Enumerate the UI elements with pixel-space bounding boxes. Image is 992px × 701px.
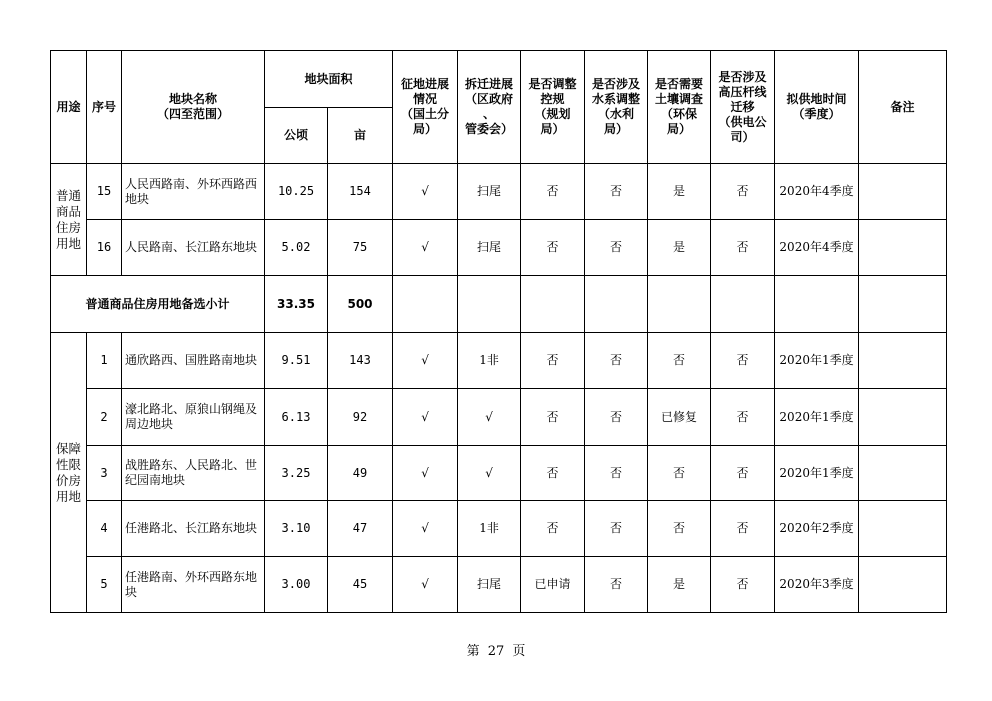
- cell-power: 否: [711, 333, 775, 389]
- cell-planning: 否: [521, 501, 585, 557]
- subtotal-empty-cell: [775, 276, 859, 333]
- cell-mu: 49: [328, 446, 393, 501]
- subtotal-empty-cell: [393, 276, 458, 333]
- cell-land-acq: √: [393, 557, 458, 613]
- table-body: [51, 51, 947, 613]
- cell-hectare: 5.02: [265, 220, 328, 276]
- subtotal-label: 普通商品住房用地备选小计: [51, 276, 265, 333]
- cell-supply-time: 2020年1季度: [775, 389, 859, 446]
- cell-water: 否: [585, 557, 648, 613]
- cell-hectare: 9.51: [265, 333, 328, 389]
- cell-land-name: 任港路北、长江路东地块: [122, 501, 265, 557]
- header-soil: [648, 51, 711, 164]
- header-seq: 序号: [87, 51, 122, 164]
- cell-hectare: 3.00: [265, 557, 328, 613]
- cell-planning: 否: [521, 220, 585, 276]
- cell-soil: 是: [648, 557, 711, 613]
- cell-land-acq: √: [393, 501, 458, 557]
- cell-power: 否: [711, 164, 775, 220]
- cell-soil: 是: [648, 220, 711, 276]
- subtotal-empty-cell: [521, 276, 585, 333]
- cell-land-name: 人民路南、长江路东地块: [122, 220, 265, 276]
- cell-demolition: 1非: [458, 333, 521, 389]
- cell-seq: 3: [87, 446, 122, 501]
- cell-seq: 2: [87, 389, 122, 446]
- header-planning-l3: （规划: [534, 107, 571, 121]
- footer-suffix: 页: [512, 644, 526, 659]
- header-demolition-l1: 拆迁进展: [465, 77, 514, 91]
- cell-hectare: 3.10: [265, 501, 328, 557]
- header-demolition: [458, 51, 521, 164]
- cell-planning: 已申请: [521, 557, 585, 613]
- cell-planning: 否: [521, 333, 585, 389]
- table-row: [51, 446, 947, 501]
- cell-soil: 否: [648, 333, 711, 389]
- subtotal-hectare: 33.35: [265, 276, 328, 333]
- header-power: [711, 51, 775, 164]
- cell-land-name: 通欣路西、国胜路南地块: [122, 333, 265, 389]
- header-land-acq-l3: （国土分: [401, 107, 450, 121]
- cell-supply-time: 2020年1季度: [775, 446, 859, 501]
- header-soil-l2: 土壤调查: [655, 92, 704, 106]
- header-supply-time-l1: 拟供地时间: [786, 92, 847, 106]
- cell-water: 否: [585, 501, 648, 557]
- cell-mu: 47: [328, 501, 393, 557]
- cell-supply-time: 2020年1季度: [775, 333, 859, 389]
- cell-land-acq: √: [393, 333, 458, 389]
- cell-remark: [859, 333, 947, 389]
- cell-soil: 是: [648, 164, 711, 220]
- header-land-acq-l2: 情况: [413, 92, 438, 106]
- header-soil-l1: 是否需要: [655, 77, 704, 91]
- cell-mu: 154: [328, 164, 393, 220]
- page-footer: [0, 640, 992, 659]
- cell-power: 否: [711, 446, 775, 501]
- cell-supply-time: 2020年4季度: [775, 164, 859, 220]
- subtotal-row: [51, 276, 947, 333]
- header-use: 用途: [51, 51, 87, 164]
- header-name-line1: 地块名称: [168, 92, 217, 106]
- header-power-l4: （供电公: [718, 114, 767, 129]
- header-water-l3: （水利: [598, 107, 635, 121]
- cell-soil: 否: [648, 446, 711, 501]
- cell-soil: 否: [648, 501, 711, 557]
- header-water-l2: 水系调整: [592, 92, 641, 106]
- header-remark: 备注: [859, 51, 947, 164]
- table-row: [51, 501, 947, 557]
- cell-demolition: 扫尾: [458, 220, 521, 276]
- cell-water: 否: [585, 164, 648, 220]
- header-planning: [521, 51, 585, 164]
- cell-power: 否: [711, 501, 775, 557]
- use-category-cell: 普通商品住房用地: [51, 164, 87, 276]
- cell-planning: 否: [521, 446, 585, 501]
- header-mu: 亩: [328, 108, 393, 164]
- cell-hectare: 10.25: [265, 164, 328, 220]
- header-supply-time-l2: （季度）: [792, 107, 841, 121]
- header-area: 地块面积: [265, 51, 393, 108]
- header-water-l1: 是否涉及: [592, 77, 641, 91]
- header-hectare: 公顷: [265, 108, 328, 164]
- cell-land-acq: √: [393, 220, 458, 276]
- cell-water: 否: [585, 389, 648, 446]
- footer-prefix: 第: [466, 644, 480, 659]
- subtotal-mu: 500: [328, 276, 393, 333]
- use-category-cell: 保障性限价房用地: [51, 333, 87, 613]
- table-row: [51, 333, 947, 389]
- cell-seq: 16: [87, 220, 122, 276]
- table-row: [51, 557, 947, 613]
- header-soil-l3: （环保: [661, 107, 698, 121]
- cell-demolition: √: [458, 389, 521, 446]
- subtotal-empty-cell: [711, 276, 775, 333]
- cell-land-acq: √: [393, 446, 458, 501]
- header-demolition-l2: （区政府: [465, 92, 514, 106]
- header-demolition-l4: 管委会）: [465, 122, 514, 136]
- cell-land-acq: √: [393, 164, 458, 220]
- cell-mu: 75: [328, 220, 393, 276]
- header-power-l1: 是否涉及: [718, 69, 767, 84]
- table-row: [51, 389, 947, 446]
- cell-land-name: 濠北路北、原狼山钢绳及周边地块: [122, 389, 265, 446]
- cell-mu: 92: [328, 389, 393, 446]
- cell-power: 否: [711, 557, 775, 613]
- cell-water: 否: [585, 220, 648, 276]
- table-row: [51, 164, 947, 220]
- header-power-l5: 司）: [730, 129, 755, 144]
- cell-supply-time: 2020年2季度: [775, 501, 859, 557]
- header-water: [585, 51, 648, 164]
- cell-hectare: 3.25: [265, 446, 328, 501]
- page-number: 27: [487, 644, 505, 659]
- header-name-line2: （四至范围）: [156, 107, 229, 121]
- cell-power: 否: [711, 220, 775, 276]
- cell-supply-time: 2020年4季度: [775, 220, 859, 276]
- cell-demolition: √: [458, 446, 521, 501]
- header-water-l4: 局）: [604, 122, 629, 136]
- cell-land-acq: √: [393, 389, 458, 446]
- cell-seq: 1: [87, 333, 122, 389]
- cell-water: 否: [585, 446, 648, 501]
- header-power-l2: 高压杆线: [718, 84, 767, 99]
- cell-land-name: 人民西路南、外环西路西地块: [122, 164, 265, 220]
- cell-planning: 否: [521, 389, 585, 446]
- cell-remark: [859, 164, 947, 220]
- cell-supply-time: 2020年3季度: [775, 557, 859, 613]
- header-planning-l4: 局）: [540, 122, 565, 136]
- land-supply-table: [50, 50, 947, 613]
- cell-demolition: 扫尾: [458, 164, 521, 220]
- cell-power: 否: [711, 389, 775, 446]
- header-planning-l1: 是否调整: [528, 77, 577, 91]
- cell-mu: 45: [328, 557, 393, 613]
- header-demolition-l3: 、: [483, 107, 496, 121]
- header-land-acq-l1: 征地进展: [401, 77, 450, 91]
- cell-water: 否: [585, 333, 648, 389]
- cell-remark: [859, 389, 947, 446]
- header-supply-time: [775, 51, 859, 164]
- table-row: [51, 220, 947, 276]
- cell-seq: 4: [87, 501, 122, 557]
- header-power-l3: 迁移: [730, 99, 755, 114]
- cell-mu: 143: [328, 333, 393, 389]
- cell-seq: 5: [87, 557, 122, 613]
- cell-demolition: 扫尾: [458, 557, 521, 613]
- cell-hectare: 6.13: [265, 389, 328, 446]
- subtotal-empty-cell: [859, 276, 947, 333]
- cell-remark: [859, 501, 947, 557]
- header-row: [51, 51, 947, 108]
- cell-soil: 已修复: [648, 389, 711, 446]
- cell-demolition: 1非: [458, 501, 521, 557]
- header-name: [122, 51, 265, 164]
- header-land-acq-l4: 局）: [413, 122, 438, 136]
- cell-remark: [859, 220, 947, 276]
- header-land-acquisition: [393, 51, 458, 164]
- subtotal-empty-cell: [648, 276, 711, 333]
- header-soil-l4: 局）: [667, 122, 692, 136]
- cell-seq: 15: [87, 164, 122, 220]
- cell-land-name: 战胜路东、人民路北、世纪园南地块: [122, 446, 265, 501]
- cell-planning: 否: [521, 164, 585, 220]
- subtotal-empty-cell: [585, 276, 648, 333]
- cell-remark: [859, 557, 947, 613]
- cell-remark: [859, 446, 947, 501]
- subtotal-empty-cell: [458, 276, 521, 333]
- header-planning-l2: 控规: [540, 92, 565, 106]
- cell-land-name: 任港路南、外环西路东地块: [122, 557, 265, 613]
